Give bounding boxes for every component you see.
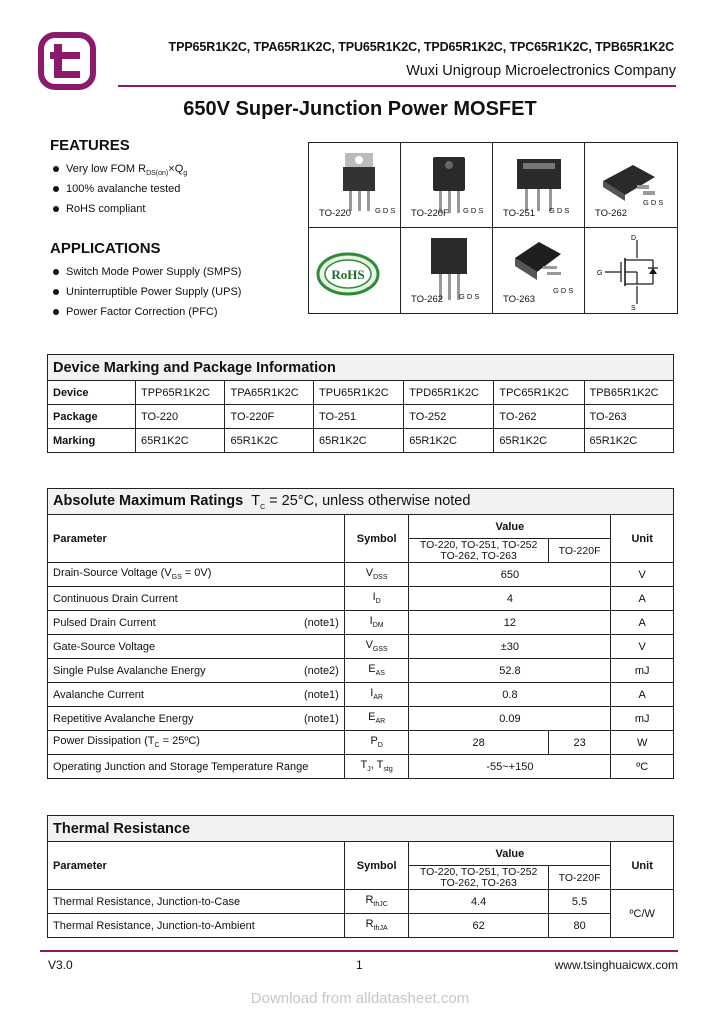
package-label: TO-251 <box>503 208 536 219</box>
table-row: Marking 65R1K2C 65R1K2C 65R1K2C 65R1K2C 65R1K2C 65R1K2C <box>48 429 674 453</box>
table-row: Avalanche Current (note1) $I_{AR}$ 0.8 A <box>48 683 674 707</box>
col-group-b: TO-220F <box>548 539 611 563</box>
package-pins: G D S <box>459 292 480 301</box>
feature-item: RoHS compliant <box>50 199 300 219</box>
package-to262 <box>401 228 493 313</box>
drain-pin-label: D <box>631 235 637 242</box>
abs-max-title: Absolute Maximum Ratings $T_C = 25^\circ C$, unless otherwise noted <box>48 489 674 515</box>
col-parameter: Parameter <box>48 515 345 563</box>
footer-version: V3.0 <box>48 958 73 972</box>
package-label: TO-262 <box>595 208 628 219</box>
table-row: Package TO-220 TO-220F TO-251 TO-252 TO-262 TO-263 <box>48 405 674 429</box>
package-pins: G D S <box>375 206 396 215</box>
feature-item: 100% avalanche tested <box>50 179 300 199</box>
thermal-resistance-table <box>47 815 674 938</box>
to263-package-icon <box>509 238 565 286</box>
package-label: TO-263 <box>503 294 536 305</box>
watermark: Download from alldatasheet.com <box>250 990 470 1007</box>
col-group-b: TO-220F <box>548 866 611 890</box>
table-row: Gate-Source Voltage $V_{GSS}$ ±30 V <box>48 635 674 659</box>
absolute-max-ratings-table <box>47 488 674 779</box>
package-label: TO-262 <box>411 294 444 305</box>
footer-website-link[interactable]: www.tsinghuaicwx.com <box>554 958 678 972</box>
col-parameter: Parameter <box>48 842 345 890</box>
table-row: Operating Junction and Storage Temperature Range $T_J$, $T_{stg}$ -55~+150 ºC <box>48 755 674 779</box>
package-label: TO-220F <box>411 208 449 219</box>
features-list <box>50 159 300 219</box>
company-logo <box>38 32 96 90</box>
feature-item: Very low FOM $R_{DS(on)}\times Q_g$ <box>50 159 300 179</box>
package-grid <box>308 142 678 314</box>
col-group-a: TO-220, TO-251, TO-252 TO-262, TO-263 <box>409 866 548 890</box>
thermal-unit: ºC/W <box>611 890 674 938</box>
applications-heading: APPLICATIONS <box>50 240 161 257</box>
table-row: Continuous Drain Current $I_D$ 4 A <box>48 587 674 611</box>
mosfet-symbol-icon <box>591 234 671 310</box>
package-label: TO-220 <box>319 208 352 219</box>
footer-divider <box>40 950 678 952</box>
col-symbol: Symbol <box>344 842 409 890</box>
header-divider <box>118 85 676 87</box>
col-unit: Unit <box>611 842 674 890</box>
package-pins: G D S <box>643 198 664 207</box>
features-heading: FEATURES <box>50 137 130 154</box>
header-company: Wuxi Unigroup Microelectronics Company <box>406 63 676 79</box>
package-empty <box>309 228 401 313</box>
table-row: Thermal Resistance, Junction-to-Case $R_{thJC}$ 4.4 5.5 ºC/W <box>48 890 674 914</box>
col-value: Value <box>409 515 611 539</box>
col-group-a: TO-220, TO-251, TO-252 TO-262, TO-263 <box>409 539 548 563</box>
rohs-label: RoHS <box>331 267 365 282</box>
table-row: Pulsed Drain Current (note1) $I_{DM}$ 12 A <box>48 611 674 635</box>
col-unit: Unit <box>611 515 674 563</box>
header-part-numbers: TPP65R1K2C, TPA65R1K2C, TPU65R1K2C, TPD65R1K2C, TPC65R1K2C, TPB65R1K2C <box>168 40 674 54</box>
application-item: Uninterruptible Power Supply (UPS) <box>50 282 300 302</box>
thermal-title: Thermal Resistance <box>48 816 674 842</box>
package-pins: G D S <box>549 206 570 215</box>
package-pins: G D S <box>463 206 484 215</box>
table-row: Drain-Source Voltage $(V_{GS} = 0V)$ $V_{DSS}$ 650 V <box>48 563 674 587</box>
table-row: Repetitive Avalanche Energy (note1) $E_{AR}$ 0.09 mJ <box>48 707 674 731</box>
package-to263 <box>493 228 585 313</box>
table-row: Single Pulse Avalanche Energy (note2) $E_{AS}$ 52.8 mJ <box>48 659 674 683</box>
source-pin-label: S <box>631 305 636 310</box>
device-marking-table <box>47 354 674 453</box>
package-to220 <box>309 143 401 228</box>
package-to220f <box>401 143 493 228</box>
footer-page-number: 1 <box>356 958 363 972</box>
table-row: Power Dissipation ($T_C$ = 25ºC) $P_D$ 28 23 W <box>48 731 674 755</box>
applications-list <box>50 262 300 322</box>
application-item: Switch Mode Power Supply (SMPS) <box>50 262 300 282</box>
table-row: Device TPP65R1K2C TPA65R1K2C TPU65R1K2C TPD65R1K2C TPC65R1K2C TPB65R1K2C <box>48 381 674 405</box>
gate-pin-label: G <box>597 270 603 277</box>
to220-package-icon <box>339 151 379 213</box>
package-to251 <box>493 143 585 228</box>
marking-table-title: Device Marking and Package Information <box>48 355 674 381</box>
col-value: Value <box>409 842 611 866</box>
document-title: 650V Super-Junction Power MOSFET <box>183 98 537 120</box>
package-pins: G D S <box>553 286 574 295</box>
table-row: Thermal Resistance, Junction-to-Ambient $R_{thJA}$ 62 80 <box>48 914 674 938</box>
application-item: Power Factor Correction (PFC) <box>50 302 300 322</box>
package-to252 <box>585 143 677 228</box>
col-symbol: Symbol <box>344 515 409 563</box>
to251-package-icon <box>513 157 565 213</box>
mosfet-symbol-cell <box>585 228 677 313</box>
